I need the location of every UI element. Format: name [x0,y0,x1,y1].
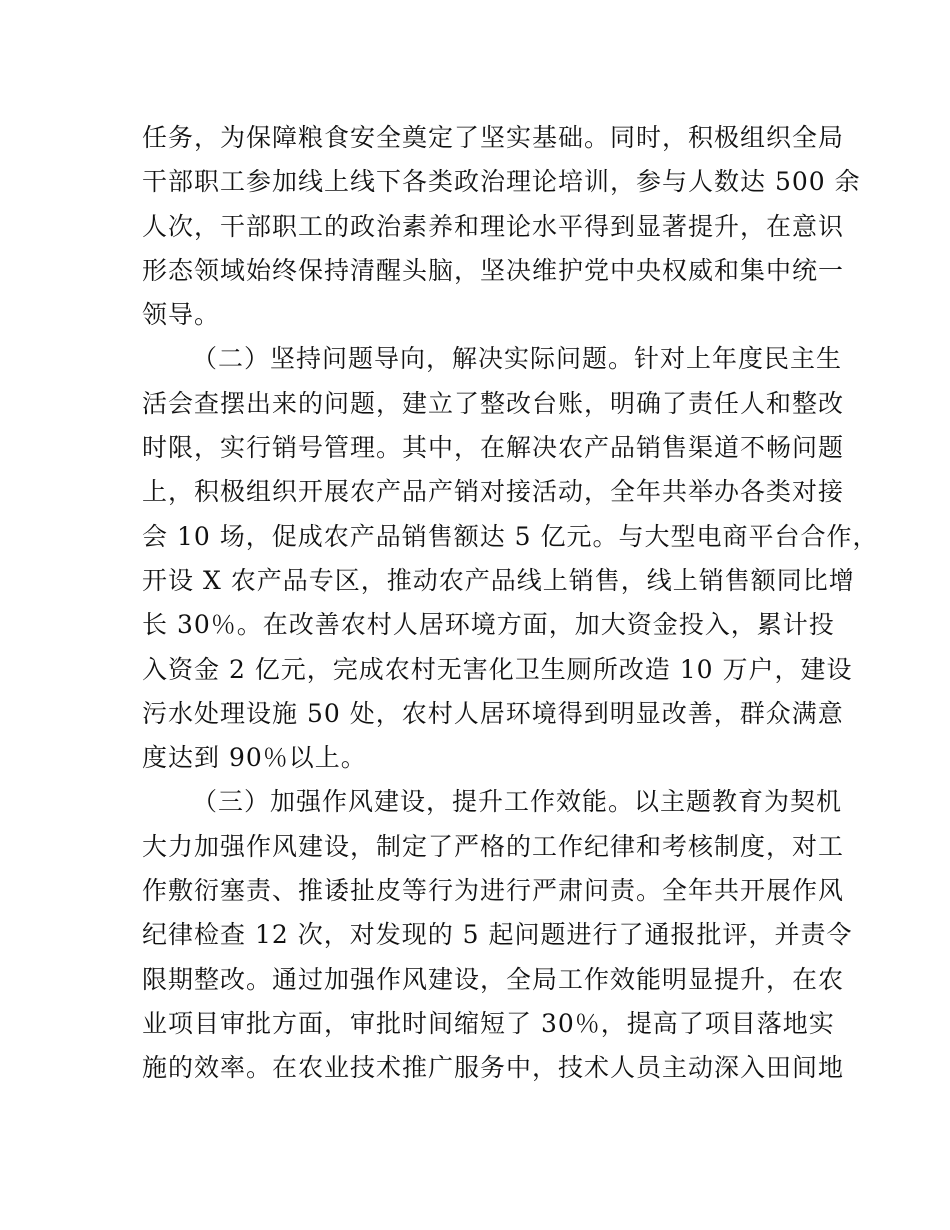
text-line: 时限，实行销号管理。其中，在解决农产品销售渠道不畅问题 [142,433,845,463]
text-line: 形态领域始终保持清醒头脑，坚决维护党中央权威和集中统一 [142,255,845,285]
text-line: 开设 X 农产品专区，推动农产品线上销售，线上销售额同比增 [142,565,855,595]
text-line: 任务，为保障粮食安全奠定了坚实基础。同时，积极组织全局 [142,123,845,152]
text-line: 长 30％。在改善农村人居环境方面，加大资金投入，累计投 [142,610,835,640]
text-line: 领导。 [142,300,221,330]
text-line: 会 10 场，促成农产品销售额达 5 亿元。与大型电商平台合作， [142,521,879,551]
text-line: 施的效率。在农业技术推广服务中，技术人员主动深入田间地 [142,1053,845,1083]
text-line: 纪律检查 12 次，对发现的 5 起问题进行了通报批评，并责令 [142,920,853,950]
text-line: 作敷衍塞责、推诿扯皮等行为进行严肃问责。全年共开展作风 [142,876,845,906]
text-line: 干部职工参加线上线下各类政治理论培训，参与人数达 500 余 [142,167,861,197]
section-heading-line: （三）加强作风建设，提升工作效能。以主题教育为契机 [192,787,843,817]
text-line: 上，积极组织开展农产品产销对接活动，全年共举办各类对接 [142,477,845,507]
text-line: 业项目审批方面，审批时间缩短了 30％，提高了项目落地实 [142,1008,835,1038]
text-line: 人次，干部职工的政治素养和理论水平得到显著提升，在意识 [142,211,845,241]
paragraph [142,780,853,1090]
document-body [142,116,879,1091]
section-heading-line: （二）坚持问题导向，解决实际问题。针对上年度民主生 [192,344,843,374]
text-line: 污水处理设施 50 处，农村人居环境得到明显改善，群众满意 [142,698,844,728]
text-line: 大力加强作风建设，制定了严格的工作纪律和考核制度，对工 [142,831,845,861]
text-line: 度达到 90％以上。 [142,743,367,773]
paragraph [142,337,879,780]
text-line: 活会查摆出来的问题，建立了整改台账，明确了责任人和整改 [142,388,845,418]
text-line: 入资金 2 亿元，完成农村无害化卫生厕所改造 10 万户，建设 [142,654,853,684]
text-line: 限期整改。通过加强作风建设，全局工作效能明显提升，在农 [142,964,845,994]
paragraph [142,116,861,337]
